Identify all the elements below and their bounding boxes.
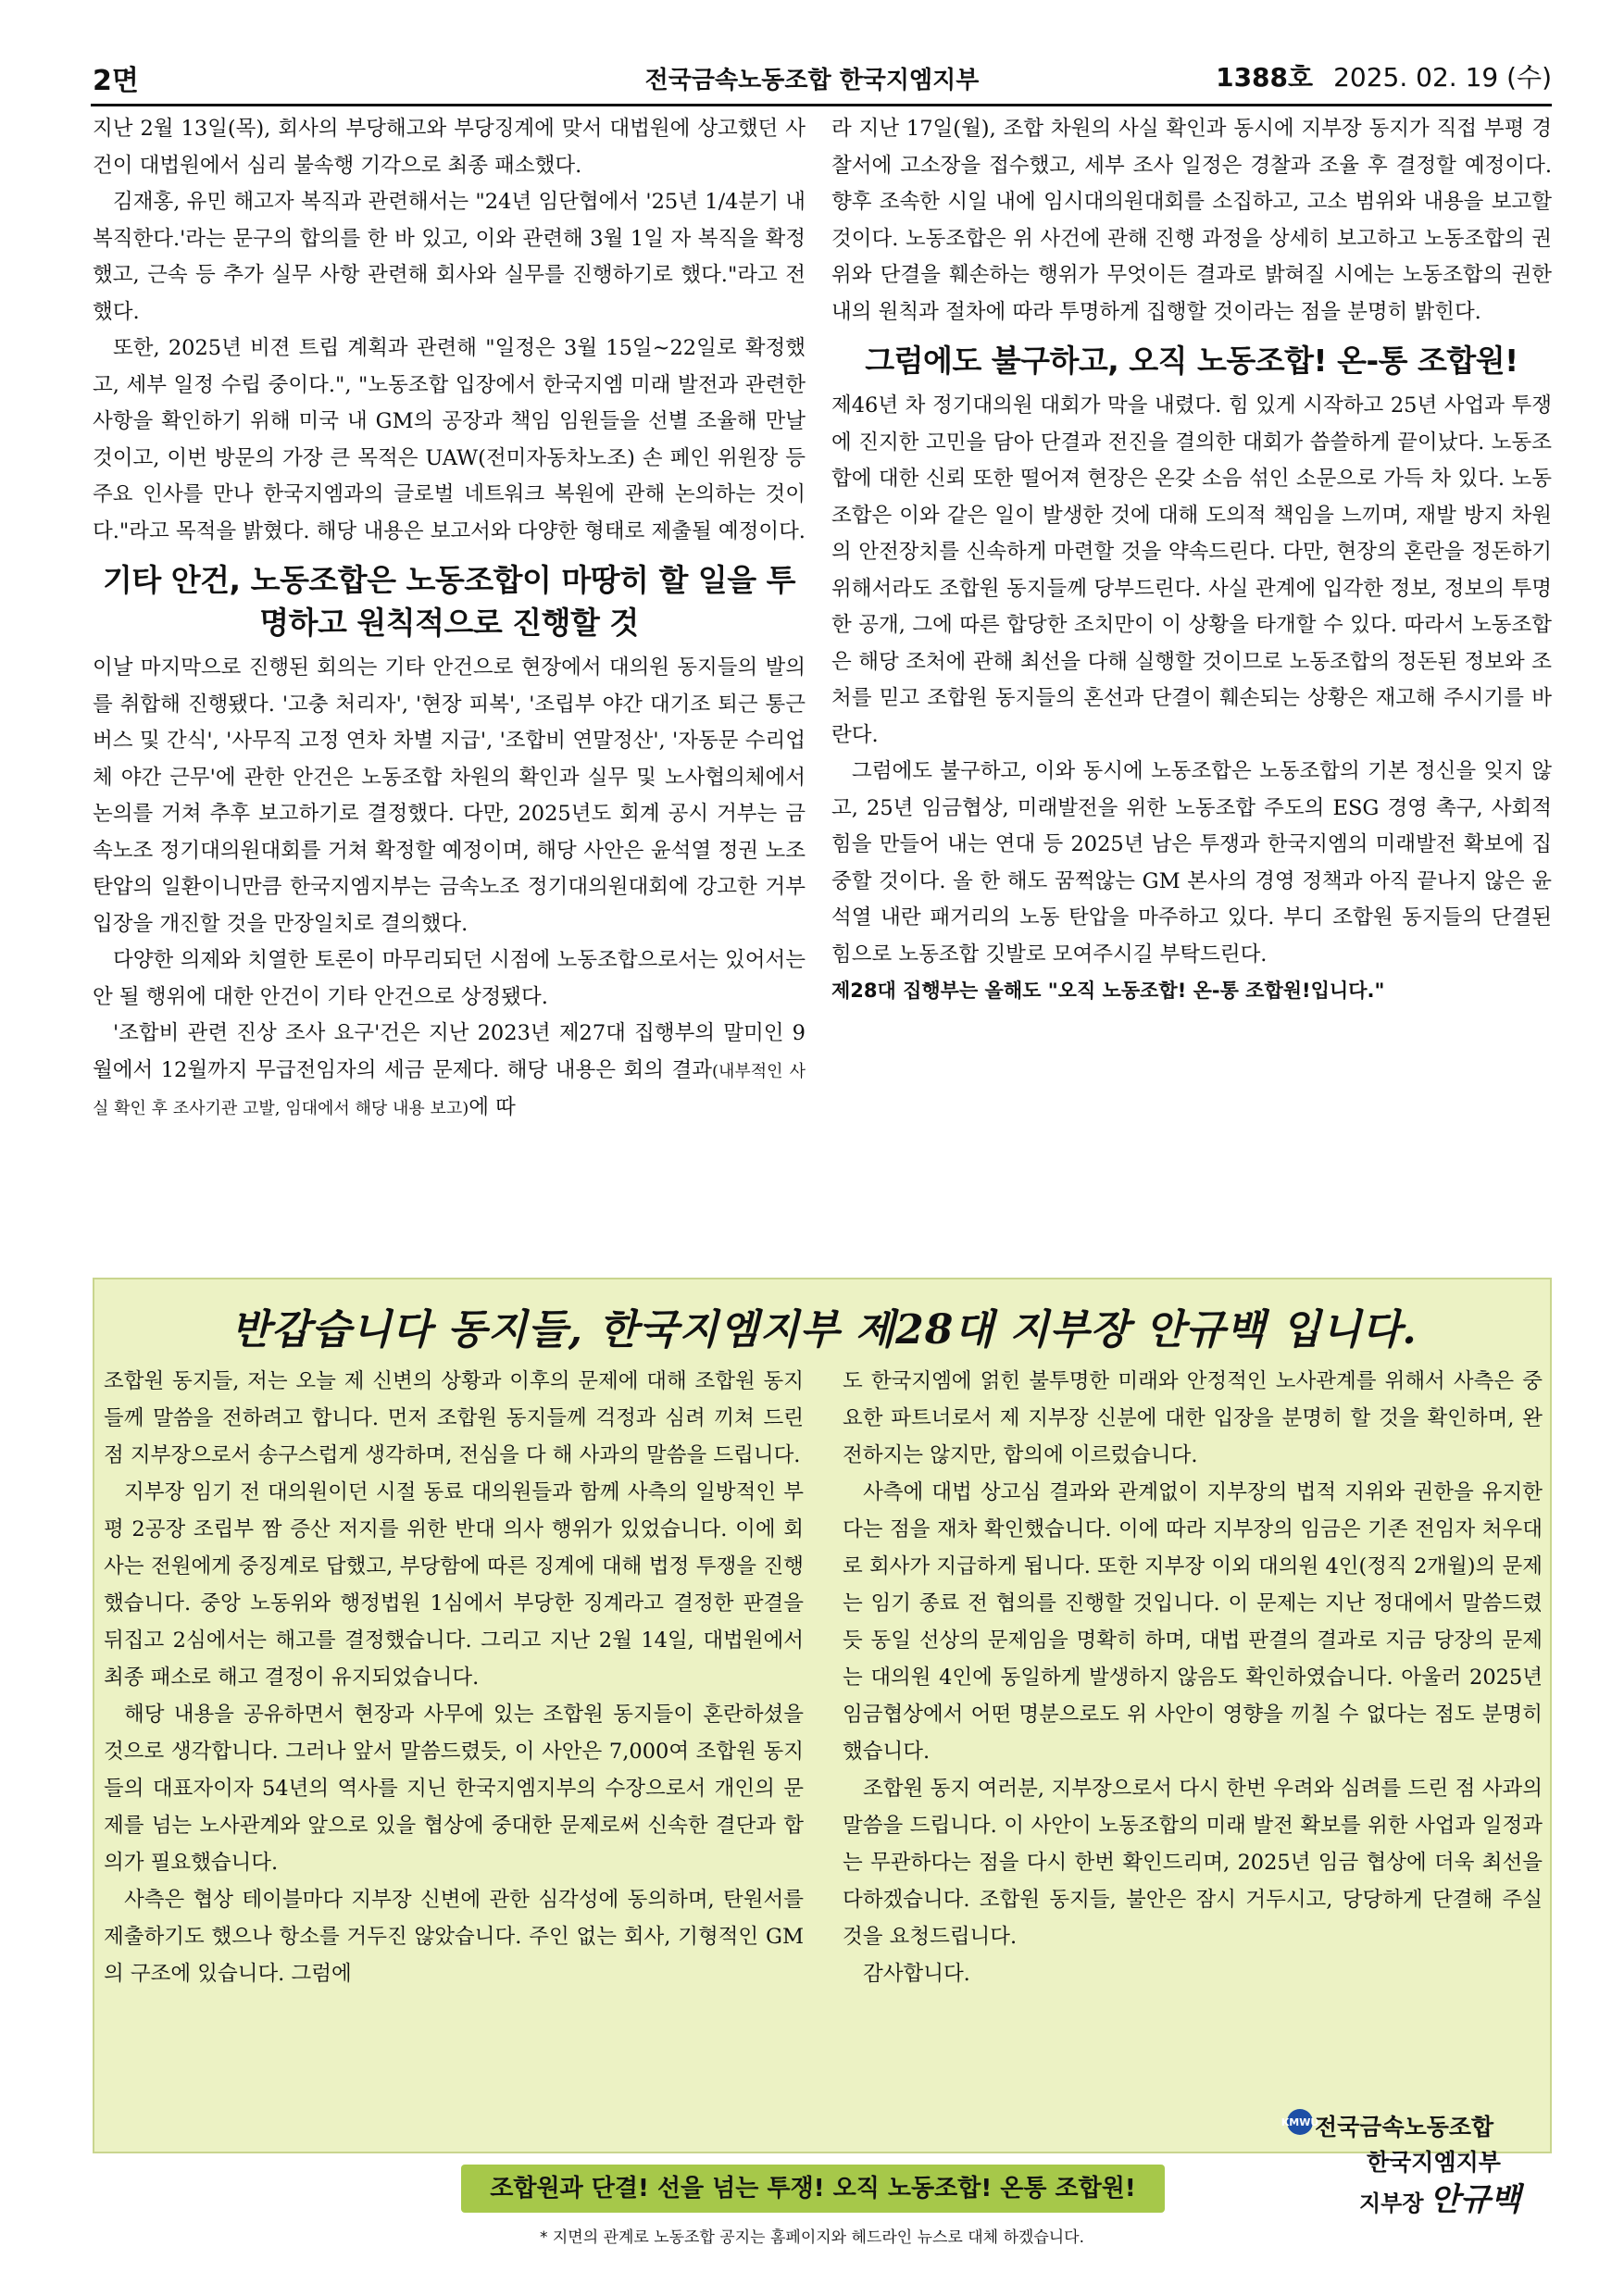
paragraph: 조합원 동지 여러분, 지부장으로서 다시 한번 우려와 심려를 드린 점 사과의 말씀을 드립니다. 이 사안이 노동조합의 미래 발전 확보를 위한 사업과 일정과는 무관하다는 점을 다시 한번 확인드리며, 2025년 임금 협상에 더욱 최선을 다하겠습니다. 조합원 동지들, 불안은 잠시 거두시고, 당당하게 단결해 주실 것을 요청드립니다. xyxy=(843,1777,1543,1949)
left-column xyxy=(93,111,806,1128)
signature-org: 전국금속노동조합 xyxy=(1315,2114,1494,2140)
page-number: 2면 xyxy=(93,65,139,97)
paragraph: 사측에 대법 상고심 결과와 관계없이 지부장의 법적 지위와 권한을 유지한다는 점을 재차 확인했습니다. 이에 따라 지부장의 임금은 기존 전임자 처우대로 회사가 지급하게 됩니다. 또한 지부장 이외 대의원 4인(정직 2개월)의 문제는 임기 종료 전 협의를 진행할 것입니다. 이 문제는 지난 정대에서 말씀드렸듯 동일 선상의 문제임을 명확히 하며, 대법 판결의 결과로 지금 당장의 문제는 대의원 4인에 동일하게 발생하지 않음도 확인하였습니다. 아울러 2025년 임금협상에서 어떤 명분으로도 위 사안이 영향을 끼칠 수 없다는 점도 분명히 했습니다. xyxy=(843,1480,1543,1764)
section-heading: 그럼에도 불구하고, 오직 노동조합! 온-통 조합원! xyxy=(865,343,1518,379)
header-rule xyxy=(91,104,1552,106)
paragraph: 김재홍, 유민 해고자 복직과 관련해서는 "24년 임단협에서 '25년 1/4분기 내 복직한다.'라는 문구의 합의를 한 바 있고, 이와 관련해 3월 1일 자 복직을 확정했고, 근속 등 추가 실무 사항 관련해 회사와 실무를 진행하기로 했다."라고 전했다. xyxy=(93,190,806,324)
section-heading: 기타 안건, 노동조합은 노동조합이 마땅히 할 일을 투명하고 원칙적으로 진행할 것 xyxy=(103,562,795,641)
closing-statement: 제28대 집행부는 올해도 "오직 노동조합! 온-통 조합원!입니다." xyxy=(831,980,1385,1002)
footnote: * 지면의 관계로 노동조합 공지는 홈페이지와 헤드라인 뉴스로 대체 하겠습니다. xyxy=(539,2228,1085,2247)
letter-left-column xyxy=(104,1363,804,1992)
paragraph: 라 지난 17일(월), 조합 차원의 사실 확인과 동시에 지부장 동지가 직접 부평 경찰서에 고소장을 접수했고, 세부 조사 일정은 경찰과 조율 후 결정할 예정이다. 향후 조속한 시일 내에 임시대의원대회를 소집하고, 고소 범위와 내용을 보고할 것이다. 노동조합은 위 사건에 관해 진행 과정을 상세히 보고하고 노동조합의 권위와 단결을 훼손하는 행위가 무엇이든 결과로 밝혀질 시에는 노동조합의 권한 내의 원칙과 절차에 따라 투명하게 집행할 것이라는 점을 분명히 밝힌다. xyxy=(831,117,1552,324)
letter-title: 반갑습니다 동지들, 한국지엠지부 제28대 지부장 안규백 입니다. xyxy=(231,1306,1418,1354)
paragraph-note: (내부적인 사실 확인 후 조사기관 고발, 임대에서 해당 내용 보고) xyxy=(93,1061,806,1118)
issue-number: 1388호 xyxy=(1216,62,1314,93)
signature-name: 안규백 xyxy=(1430,2181,1521,2218)
paragraph: 사측은 협상 테이블마다 지부장 신변에 관한 심각성에 동의하며, 탄원서를 제출하기도 했으나 항소를 거두진 않았습니다. 주인 없는 회사, 기형적인 GM의 구조에 있습니다. 그럼에 xyxy=(104,1888,804,1986)
signature-branch: 한국지엠지부 xyxy=(1367,2149,1501,2176)
paragraph: 감사합니다. xyxy=(863,1962,970,1986)
slogan-banner: 조합원과 단결! 선을 넘는 투쟁! 오직 노동조합! 온통 조합원! xyxy=(461,2165,1165,2213)
paragraph xyxy=(93,1016,806,1128)
paragraph: 이날 마지막으로 진행된 회의는 기타 안건으로 현장에서 대의원 동지들의 발의를 취합해 진행됐다. '고충 처리자', '현장 피복', '조립부 야간 대기조 퇴근 통근버스 및 간식', '사무직 고정 연차 차별 지급', '조합비 연말정산', '자동문 수리업체 야간 근무'에 관한 안건은 노동조합 차원의 확인과 실무 및 노사협의체에서 논의를 거쳐 추후 보고하기로 결정했다. 다만, 2025년도 회계 공시 거부는 금속노조 정기대의원대회를 거쳐 확정할 예정이며, 해당 사안은 윤석열 정권 노조 탄압의 일환이니만큼 한국지엠지부는 금속노조 정기대의원대회에 강고한 거부 입장을 개진할 것을 만장일치로 결의했다. xyxy=(93,655,806,936)
union-logo-icon: KMWU xyxy=(1287,2109,1313,2135)
paragraph: 제46년 차 정기대의원 대회가 막을 내렸다. 힘 있게 시작하고 25년 사업과 투쟁에 진지한 고민을 담아 단결과 전진을 결의한 대회가 씁쓸하게 끝이났다. 노동조합에 대한 신뢰 또한 떨어져 현장은 온갖 소음 섞인 소문으로 가득 차 있다. 노동조합은 이와 같은 일이 발생한 것에 대해 도의적 책임을 느끼며, 재발 방지 차원의 안전장치를 신속하게 마련할 것을 약속드린다. 다만, 현장의 혼란을 정돈하기 위해서라도 조합원 동지들께 당부드린다. 사실 관계에 입각한 정보, 정보의 투명한 공개, 그에 따른 합당한 조치만이 이 상황을 타개할 수 있다. 따라서 노동조합은 해당 조처에 관해 최선을 다해 실행할 것이므로 노동조합의 정돈된 정보와 조처를 믿고 조합원 동지들의 혼선과 단결이 훼손되는 상황은 재고해 주시기를 바란다. xyxy=(831,393,1552,747)
paragraph: 또한, 2025년 비젼 트립 계획과 관련해 "일정은 3월 15일~22일로 확정했고, 세부 일정 수립 중이다.", "노동조합 입장에서 한국지엠 미래 발전과 관련한 사항을 확인하기 위해 미국 내 GM의 공장과 책임 임원들을 선별 조율해 만날 것이고, 이번 방문의 가장 큰 목적은 UAW(전미자동차노조) 손 페인 위원장 등 주요 인사를 만나 한국지엠과의 글로벌 네트워크 복원에 관해 논의하는 것이다."라고 목적을 밝혔다. 해당 내용은 보고서와 다양한 형태로 제출될 예정이다. xyxy=(93,336,806,543)
letter-right-column xyxy=(843,1363,1543,1992)
publish-date: 2025. 02. 19 (수) xyxy=(1333,62,1552,93)
paragraph-text: '조합비 관련 진상 조사 요구'건은 지난 2023년 제27대 집행부의 말미인 9월에서 12월까지 무급전임자의 세금 문제다. 해당 내용은 회의 결과 xyxy=(93,1021,806,1082)
paragraph: 지난 2월 13일(목), 회사의 부당해고와 부당징계에 맞서 대법원에 상고했던 사건이 대법원에서 심리 불속행 기각으로 최종 패소했다. xyxy=(93,117,806,178)
newsletter-org: 전국금속노동조합 한국지엠지부 xyxy=(644,67,980,94)
letter-box xyxy=(93,1278,1552,2153)
paragraph: 다양한 의제와 치열한 토론이 마무리되던 시점에 노동조합으로서는 있어서는 안 될 행위에 대한 안건이 기타 안건으로 상정됐다. xyxy=(93,948,806,1009)
paragraph: 도 한국지엠에 얽힌 불투명한 미래와 안정적인 노사관계를 위해서 사측은 중요한 파트너로서 제 지부장 신분에 대한 입장을 분명히 할 것을 확인하며, 완전하지는 않지만, 합의에 이르렀습니다. xyxy=(843,1369,1543,1467)
signature-title: 지부장 xyxy=(1359,2190,1424,2216)
paragraph-text: 에 따 xyxy=(468,1095,516,1119)
paragraph: 그럼에도 불구하고, 이와 동시에 노동조합은 노동조합의 기본 정신을 잊지 않고, 25년 임금협상, 미래발전을 위한 노동조합 주도의 ESG 경영 촉구, 사회적 힘을 만들어 내는 연대 등 2025년 남은 투쟁과 한국지엠의 미래발전 확보에 집중할 것이다. 올 한 해도 꿈쩍않는 GM 본사의 경영 정책과 아직 끝나지 않은 윤석열 내란 패거리의 노동 탄압을 마주하고 있다. 부디 조합원 동지들의 단결된 힘으로 노동조합 깃발로 모여주시길 부탁드린다. xyxy=(831,759,1552,967)
paragraph: 지부장 임기 전 대의원이던 시절 동료 대의원들과 함께 사측의 일방적인 부평 2공장 조립부 짬 증산 저지를 위한 반대 의사 행위가 있었습니다. 이에 회사는 전원에게 중징계로 답했고, 부당함에 따른 징계에 대해 법정 투쟁을 진행했습니다. 중앙 노동위와 행정법원 1심에서 부당한 징계라고 결정한 판결을 뒤집고 2심에서는 해고를 결정했습니다. 그리고 지난 2월 14일, 대법원에서 최종 패소로 해고 결정이 유지되었습니다. xyxy=(104,1480,804,1690)
right-column xyxy=(831,111,1552,1010)
issue-date xyxy=(1216,57,1552,94)
paragraph: 해당 내용을 공유하면서 현장과 사무에 있는 조합원 동지들이 혼란하셨을 것으로 생각합니다. 그러나 앞서 말씀드렸듯, 이 사안은 7,000여 조합원 동지들의 대표자이자 54년의 역사를 지닌 한국지엠지부의 수장으로서 개인의 문제를 넘는 노사관계와 앞으로 있을 협상에 중대한 문제로써 신속한 결단과 합의가 필요했습니다. xyxy=(104,1703,804,1875)
paragraph: 조합원 동지들, 저는 오늘 제 신변의 상황과 이후의 문제에 대해 조합원 동지들께 말씀을 전하려고 합니다. 먼저 조합원 동지들께 걱정과 심려 끼쳐 드린 점 지부장으로서 송구스럽게 생각하며, 전심을 다 해 사과의 말씀을 드립니다. xyxy=(104,1369,804,1467)
